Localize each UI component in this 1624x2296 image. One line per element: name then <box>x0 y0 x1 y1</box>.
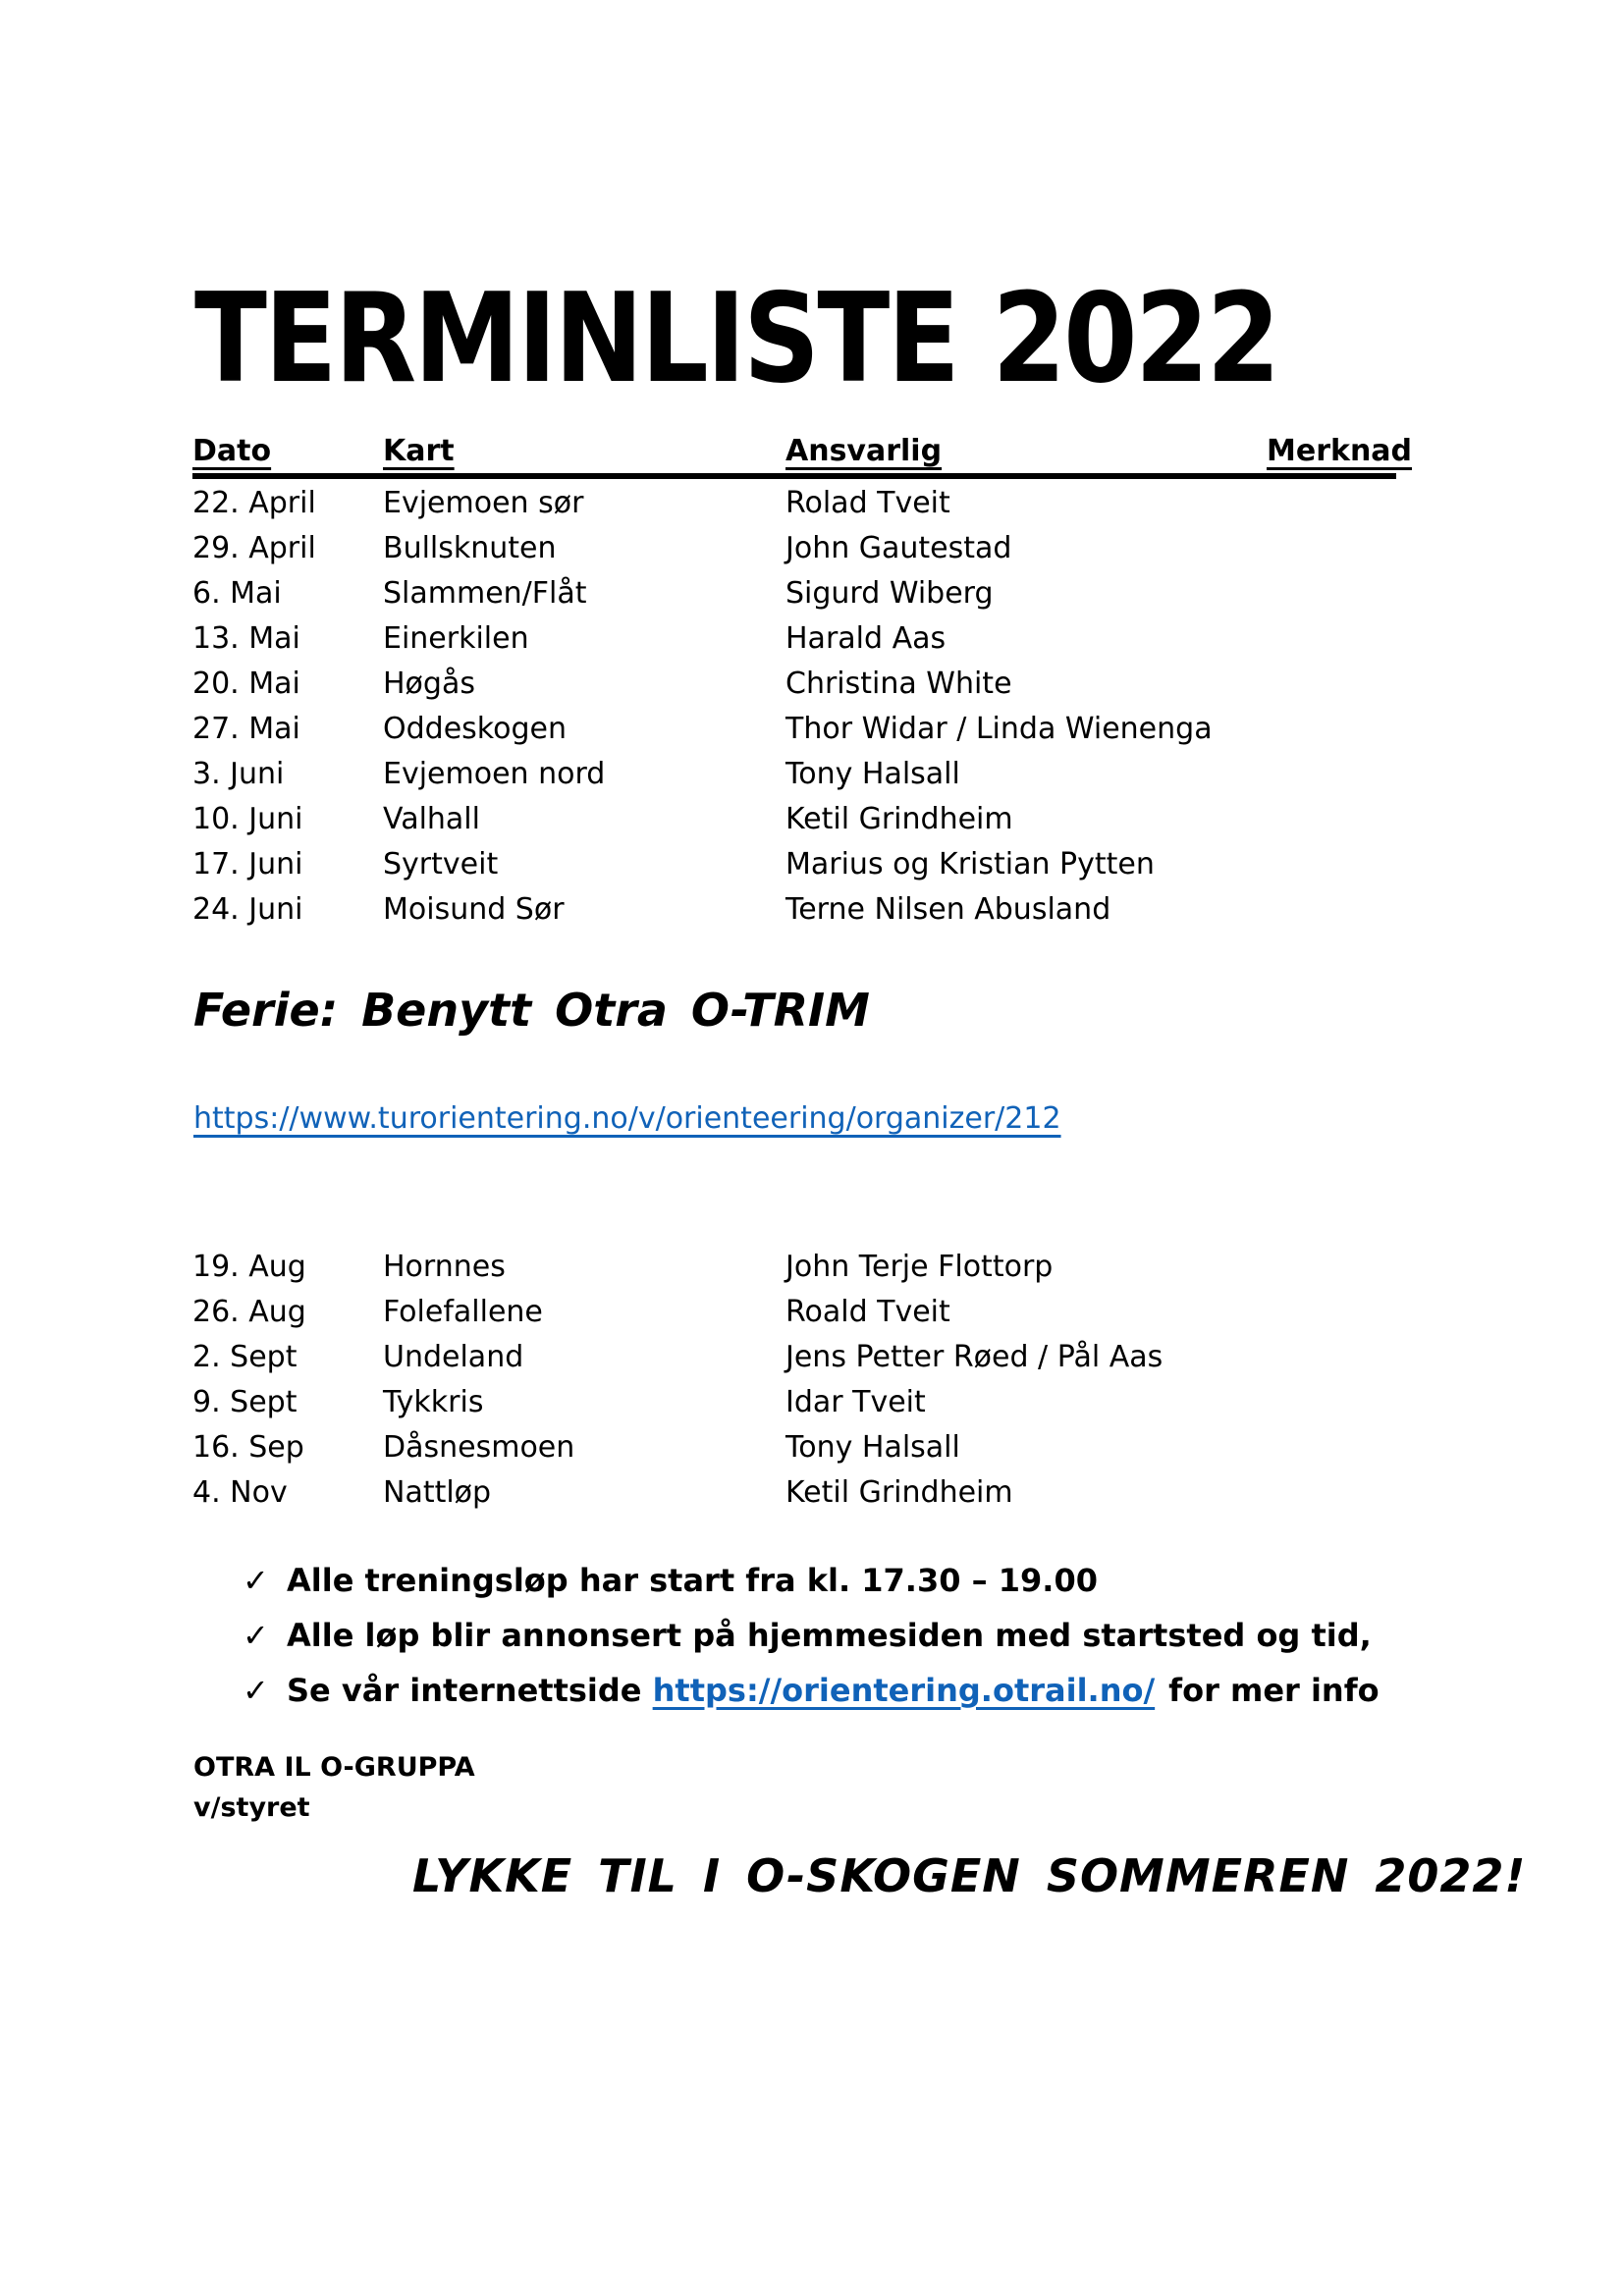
cell-responsible: John Terje Flottorp <box>785 1250 1054 1284</box>
cell-responsible: John Gautestad <box>785 531 1012 565</box>
checkmark-icon: ✓ <box>243 1562 269 1599</box>
notes-list <box>243 1553 1380 1718</box>
page-title: TERMINLISTE 2022 <box>194 266 1278 410</box>
cell-map: Evjemoen nord <box>383 757 606 791</box>
cell-responsible: Roald Tveit <box>785 1295 950 1329</box>
cell-note <box>1267 1425 1396 1470</box>
cell-date: 22. April <box>192 486 316 520</box>
cell-map: Oddeskogen <box>383 712 567 746</box>
cell-map: Moisund Sør <box>383 892 565 927</box>
cell-responsible: Tony Halsall <box>785 757 960 791</box>
cell-responsible: Ketil Grindheim <box>785 802 1013 836</box>
checkmark-icon: ✓ <box>243 1672 269 1709</box>
cell-map: Valhall <box>383 802 480 836</box>
organization-signature: v/styret <box>193 1792 310 1823</box>
otrail-link[interactable]: https://orientering.otrail.no/ <box>652 1672 1156 1709</box>
cell-date: 13. Mai <box>192 621 300 656</box>
col-header-kart: Kart <box>383 434 455 468</box>
turorientering-link[interactable]: https://www.turorientering.no/v/orienteering/organizer/212 <box>193 1101 1061 1136</box>
cell-note <box>1267 842 1396 887</box>
cell-date: 17. Juni <box>192 847 303 881</box>
cell-note <box>1267 797 1396 842</box>
cell-note <box>1267 887 1396 933</box>
cell-note <box>1267 481 1396 526</box>
table-row <box>192 1245 1396 1290</box>
note-text: Se vår internettside <box>287 1672 653 1709</box>
cell-note <box>1267 1380 1396 1425</box>
checkmark-icon: ✓ <box>243 1617 269 1654</box>
schedule-autumn-rows <box>192 1245 1396 1516</box>
cell-responsible: Jens Petter Røed / Pål Aas <box>785 1340 1164 1374</box>
cell-map: Slammen/Flåt <box>383 576 587 611</box>
cell-map: Høgås <box>383 667 475 701</box>
cell-map: Tykkris <box>383 1385 484 1419</box>
cell-map: Dåsnesmoen <box>383 1430 575 1465</box>
cell-responsible: Thor Widar / Linda Wienenga <box>785 712 1213 746</box>
schedule-table-header <box>192 434 1413 479</box>
table-row <box>192 526 1396 571</box>
cell-note <box>1267 707 1396 752</box>
table-row <box>192 887 1396 933</box>
note-text: Alle løp blir annonsert på hjemmesiden med startsted og tid, <box>287 1617 1372 1654</box>
cell-map: Hornnes <box>383 1250 506 1284</box>
cell-date: 20. Mai <box>192 667 300 701</box>
cell-map: Folefallene <box>383 1295 543 1329</box>
closing-message: LYKKE TIL I O-SKOGEN SOMMEREN 2022! <box>412 1849 1527 1902</box>
cell-date: 10. Juni <box>192 802 303 836</box>
cell-map: Bullsknuten <box>383 531 557 565</box>
cell-note <box>1267 1470 1396 1516</box>
cell-responsible: Marius og Kristian Pytten <box>785 847 1155 881</box>
ferie-link-line <box>193 1101 1061 1136</box>
ferie-heading: Ferie: Benytt Otra O-TRIM <box>193 984 870 1037</box>
cell-responsible: Christina White <box>785 667 1012 701</box>
cell-date: 6. Mai <box>192 576 282 611</box>
cell-note <box>1267 526 1396 571</box>
cell-responsible: Terne Nilsen Abusland <box>785 892 1111 927</box>
organization-block <box>193 1747 475 1828</box>
table-row <box>192 1380 1396 1425</box>
cell-map: Nattløp <box>383 1475 492 1510</box>
cell-responsible: Rolad Tveit <box>785 486 950 520</box>
organization-name: OTRA IL O-GRUPPA <box>193 1752 475 1783</box>
cell-date: 26. Aug <box>192 1295 306 1329</box>
cell-date: 24. Juni <box>192 892 303 927</box>
cell-date: 16. Sep <box>192 1430 304 1465</box>
col-header-merknad: Merknad <box>1267 434 1413 468</box>
cell-note <box>1267 662 1396 707</box>
note-text: Alle treningsløp har start fra kl. 17.30 – 19.00 <box>287 1562 1098 1599</box>
cell-map: Einerkilen <box>383 621 529 656</box>
cell-responsible: Idar Tveit <box>785 1385 926 1419</box>
cell-map: Undeland <box>383 1340 524 1374</box>
cell-date: 9. Sept <box>192 1385 298 1419</box>
cell-date: 27. Mai <box>192 712 300 746</box>
cell-map: Evjemoen sør <box>383 486 584 520</box>
cell-responsible: Tony Halsall <box>785 1430 960 1465</box>
cell-note <box>1267 571 1396 616</box>
note-item <box>243 1553 1380 1608</box>
col-header-dato: Dato <box>192 434 272 468</box>
table-row <box>192 752 1396 797</box>
cell-date: 29. April <box>192 531 316 565</box>
cell-note <box>1267 1245 1396 1290</box>
cell-responsible: Harald Aas <box>785 621 947 656</box>
cell-date: 2. Sept <box>192 1340 298 1374</box>
table-row <box>192 1470 1396 1516</box>
table-row <box>192 662 1396 707</box>
note-item <box>243 1663 1380 1718</box>
table-row <box>192 1290 1396 1335</box>
cell-note <box>1267 616 1396 662</box>
cell-responsible: Sigurd Wiberg <box>785 576 994 611</box>
note-suffix: for mer info <box>1168 1672 1380 1709</box>
table-row <box>192 1335 1396 1380</box>
table-row <box>192 616 1396 662</box>
table-row <box>192 571 1396 616</box>
cell-date: 3. Juni <box>192 757 285 791</box>
cell-note <box>1267 1335 1396 1380</box>
col-header-ansvarlig: Ansvarlig <box>785 434 943 468</box>
table-row <box>192 797 1396 842</box>
table-row <box>192 842 1396 887</box>
table-row <box>192 1425 1396 1470</box>
table-row <box>192 707 1396 752</box>
cell-responsible: Ketil Grindheim <box>785 1475 1013 1510</box>
cell-date: 19. Aug <box>192 1250 306 1284</box>
schedule-spring-rows <box>192 481 1396 933</box>
cell-date: 4. Nov <box>192 1475 288 1510</box>
cell-map: Syrtveit <box>383 847 499 881</box>
note-item <box>243 1608 1380 1663</box>
table-row <box>192 481 1396 526</box>
cell-note <box>1267 752 1396 797</box>
cell-note <box>1267 1290 1396 1335</box>
